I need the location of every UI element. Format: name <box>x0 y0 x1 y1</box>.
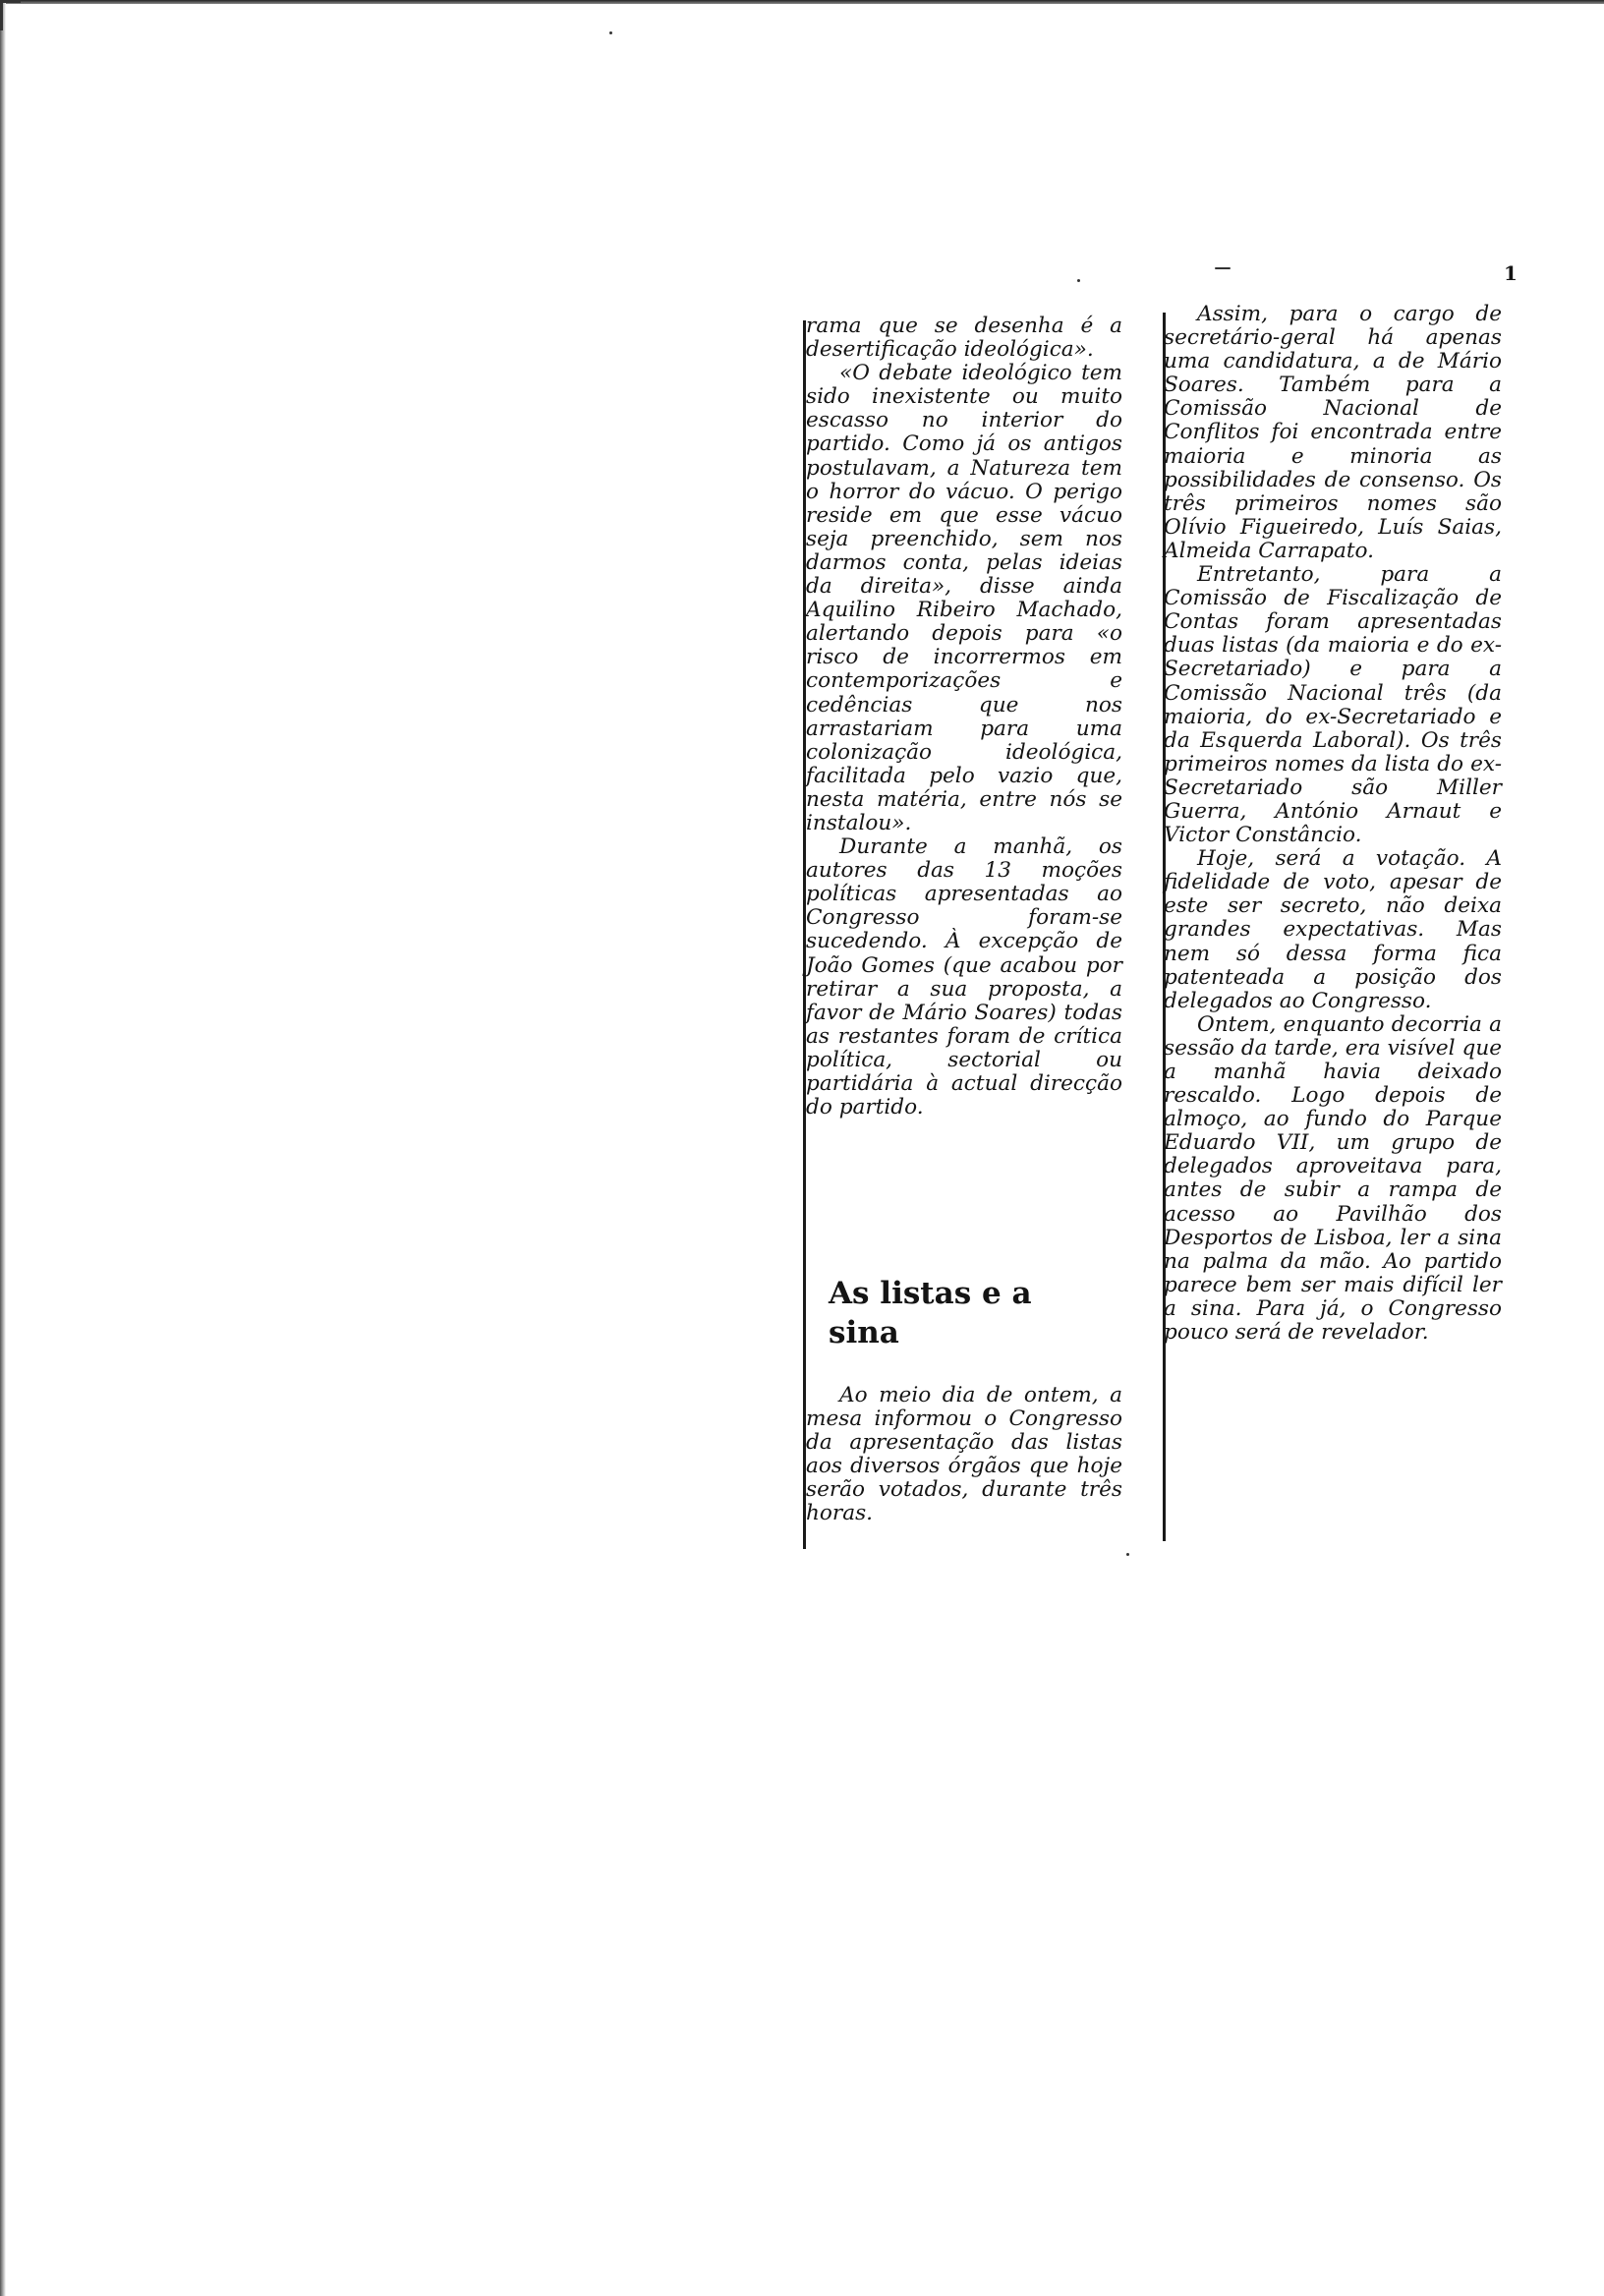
scan-corner-mark <box>0 0 21 30</box>
paragraph: Assim, para o cargo de secretário-geral há apenas uma candidatura, a de Mário Soares. Também para a Comissão Nacional de Conflitos foi encontrada entre maioria e minoria as possibilidades de consenso. Os três primeiros nomes são Olívio Figueiredo, Luís Saias, Almeida Carrapato. <box>1164 302 1502 563</box>
scan-speck <box>1077 279 1080 282</box>
scan-speck <box>1215 267 1231 269</box>
section-subheading: As listas e a sina <box>829 1276 1032 1350</box>
paragraph: «O debate ideológico tem sido inexistente ou muito escasso no interior do partido. Como já os antigos postulavam, a Natureza tem o horror do vácuo. O perigo reside em que esse vácuo seja preenchido, sem nos darmos conta, pelas ideias da direita», disse ainda Aquilino Ribeiro Machado, alertando depois para «o risco de incorrermos em contemporizações e cedências que nos arrastariam para uma colonização ideológica, facilitada pelo vazio que, nesta matéria, entre nós se instalou». <box>806 361 1122 835</box>
scan-edge-top <box>0 0 1604 4</box>
page-mark: 1 <box>1504 261 1518 285</box>
paragraph: Entretanto, para a Comissão de Fiscalização de Contas foram apresentadas duas listas (da maioria e do ex-Secretariado) e para a Comissão Nacional três (da maioria, do ex-Secretariado e da Esquerda Laboral). Os três primeiros nomes da lista do ex-Secretariado são Miller Guerra, António Arnaut e Victor Constâncio. <box>1164 562 1502 848</box>
article-column-left-lower <box>806 1384 1122 1526</box>
paragraph: Hoje, será a votação. A fidelidade de voto, apesar de este ser secreto, não deixa grandes expectativas. Mas nem só dessa forma fica patenteada a posição dos delegados ao Congresso. <box>1164 846 1502 1013</box>
paragraph: Ao meio dia de ontem, a mesa informou o Congresso da apresentação das listas aos diversos órgãos que hoje serão votados, durante três horas. <box>806 1383 1122 1526</box>
article-column-left <box>806 315 1122 1119</box>
paragraph: Durante a manhã, os autores das 13 moções políticas apresentadas ao Congresso foram-se sucedendo. À excepção de João Gomes (que acabou por retirar a sua proposta, a favor de Mário Soares) todas as restantes foram de crítica política, sectorial ou partidária à actual direcção do partido. <box>806 834 1122 1120</box>
scan-edge-left <box>0 0 6 2296</box>
paragraph: rama que se desenha é a desertificação ideológica». <box>806 314 1122 363</box>
paragraph: Ontem, enquanto decorria a sessão da tarde, era visível que a manhã havia deixado rescaldo. Logo depois de almoço, ao fundo do Parque Eduardo VII, um grupo de delegados aproveitava para, antes de subir a rampa de acesso ao Pavilhão dos Desportos de Lisboa, ler a sina na palma da mão. Ao partido parece bem ser mais difícil ler a sina. Para já, o Congresso pouco será de revelador. <box>1164 1011 1502 1346</box>
scan-speck <box>609 31 612 34</box>
article-column-right <box>1164 303 1502 1345</box>
scan-speck <box>1126 1553 1129 1556</box>
